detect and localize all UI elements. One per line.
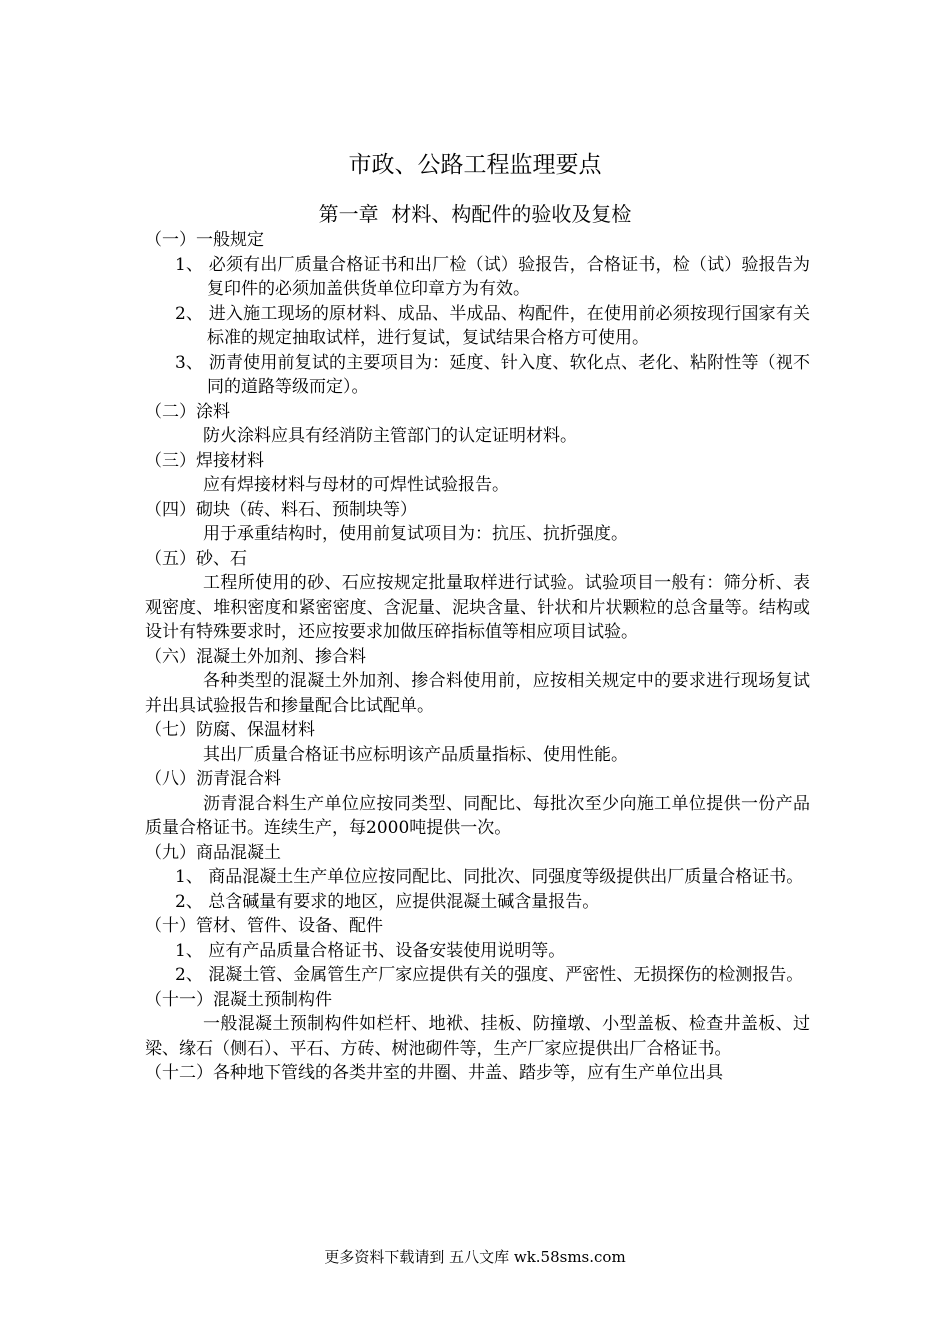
section-heading: （九）商品混凝土 — [145, 842, 281, 863]
section-heading: （七）防腐、保温材料 — [145, 720, 315, 740]
numbered-item: 2、 总含碱量有要求的地区，应提供混凝土碱含量报告。 — [175, 891, 600, 912]
section-sand-stone — [145, 547, 810, 645]
footer-note: 更多资料下载请到 五八文库 wk.58sms.com — [324, 1248, 626, 1266]
numbered-item: 2、 混凝土管、金属管生产厂家应提供有关的强度、严密性、无损探伤的检测报告。 — [175, 965, 804, 985]
page-title: 市政、公路工程监理要点 — [348, 152, 602, 178]
numbered-item: 2、 进入施工现场的原材料、成品、半成品、构配件，在使用前必须按现行国家有关标准的规定抽取试样，进行复试，复试结果合格方可使用。 — [175, 303, 810, 348]
section-paragraph: 防火涂料应具有经消防主管部门的认定证明材料。 — [203, 426, 577, 446]
section-paragraph: 用于承重结构时，使用前复试项目为：抗压、抗折强度。 — [203, 524, 628, 544]
section-anticorrosion — [145, 718, 810, 767]
section-precast — [145, 988, 810, 1062]
section-paragraph: 应有焊接材料与母材的可焊性试验报告。 — [203, 475, 509, 495]
section-general — [145, 228, 810, 400]
document-body — [145, 228, 810, 1086]
section-heading: （四）砌块（砖、料石、预制块等） — [145, 499, 417, 520]
section-heading: （十二）各种地下管线的各类井室的井圈、井盖、踏步等，应有生产单位出具 — [145, 1063, 723, 1083]
chapter-heading: 第一章 材料、构配件的验收及复检 — [318, 202, 632, 226]
section-heading: （八）沥青混合料 — [145, 769, 281, 789]
section-masonry — [145, 498, 810, 547]
section-welding — [145, 449, 810, 498]
section-paragraph: 各种类型的混凝土外加剂、掺合料使用前，应按相关规定中的要求进行现场复试并出具试验报告和掺量配合比试配单。 — [145, 671, 810, 716]
section-paragraph: 其出厂质量合格证书应标明该产品质量指标、使用性能。 — [203, 744, 628, 765]
section-heading: （十）管材、管件、设备、配件 — [145, 916, 383, 936]
numbered-item: 1、 商品混凝土生产单位应按同配比、同批次、同强度等级提供出厂质量合格证书。 — [175, 867, 804, 887]
numbered-item: 3、 沥青使用前复试的主要项目为：延度、针入度、软化点、老化、粘附性等（视不同的道路等级而定）。 — [175, 352, 810, 397]
section-asphalt-mix — [145, 767, 810, 841]
section-paragraph: 一般混凝土预制构件如栏杆、地袱、挂板、防撞墩、小型盖板、检查井盖板、过梁、缘石（侧石）、平石、方砖、树池砌件等，生产厂家应提供出厂合格证书。 — [145, 1014, 810, 1059]
section-pipes — [145, 914, 810, 988]
section-heading: （六）混凝土外加剂、掺合料 — [145, 646, 366, 667]
numbered-item: 1、 必须有出厂质量合格证书和出厂检（试）验报告，合格证书，检（试）验报告为复印件的必须加盖供货单位印章方为有效。 — [175, 254, 810, 299]
section-heading: （三）焊接材料 — [145, 450, 264, 471]
section-coatings — [145, 400, 810, 449]
section-paragraph: 工程所使用的砂、石应按规定批量取样进行试验。试验项目一般有：筛分析、表观密度、堆积密度和紧密密度、含泥量、泥块含量、针状和片状颗粒的总含量等。结构或设计有特殊要求时，还应按要求加做压碎指标值等相应项目试验。 — [145, 573, 810, 642]
section-heading: （二）涂料 — [145, 401, 230, 422]
section-heading: （一）一般规定 — [145, 230, 264, 250]
section-heading: （十一）混凝土预制构件 — [145, 989, 332, 1010]
section-admixtures — [145, 645, 810, 719]
numbered-item: 1、 应有产品质量合格证书、设备安装使用说明等。 — [175, 940, 566, 961]
section-manholes — [145, 1061, 810, 1086]
section-heading: （五）砂、石 — [145, 548, 247, 569]
section-ready-mix-concrete — [145, 841, 810, 915]
section-paragraph: 沥青混合料生产单位应按同类型、同配比、每批次至少向施工单位提供一份产品质量合格证书。连续生产，每2000吨提供一次。 — [145, 793, 810, 838]
